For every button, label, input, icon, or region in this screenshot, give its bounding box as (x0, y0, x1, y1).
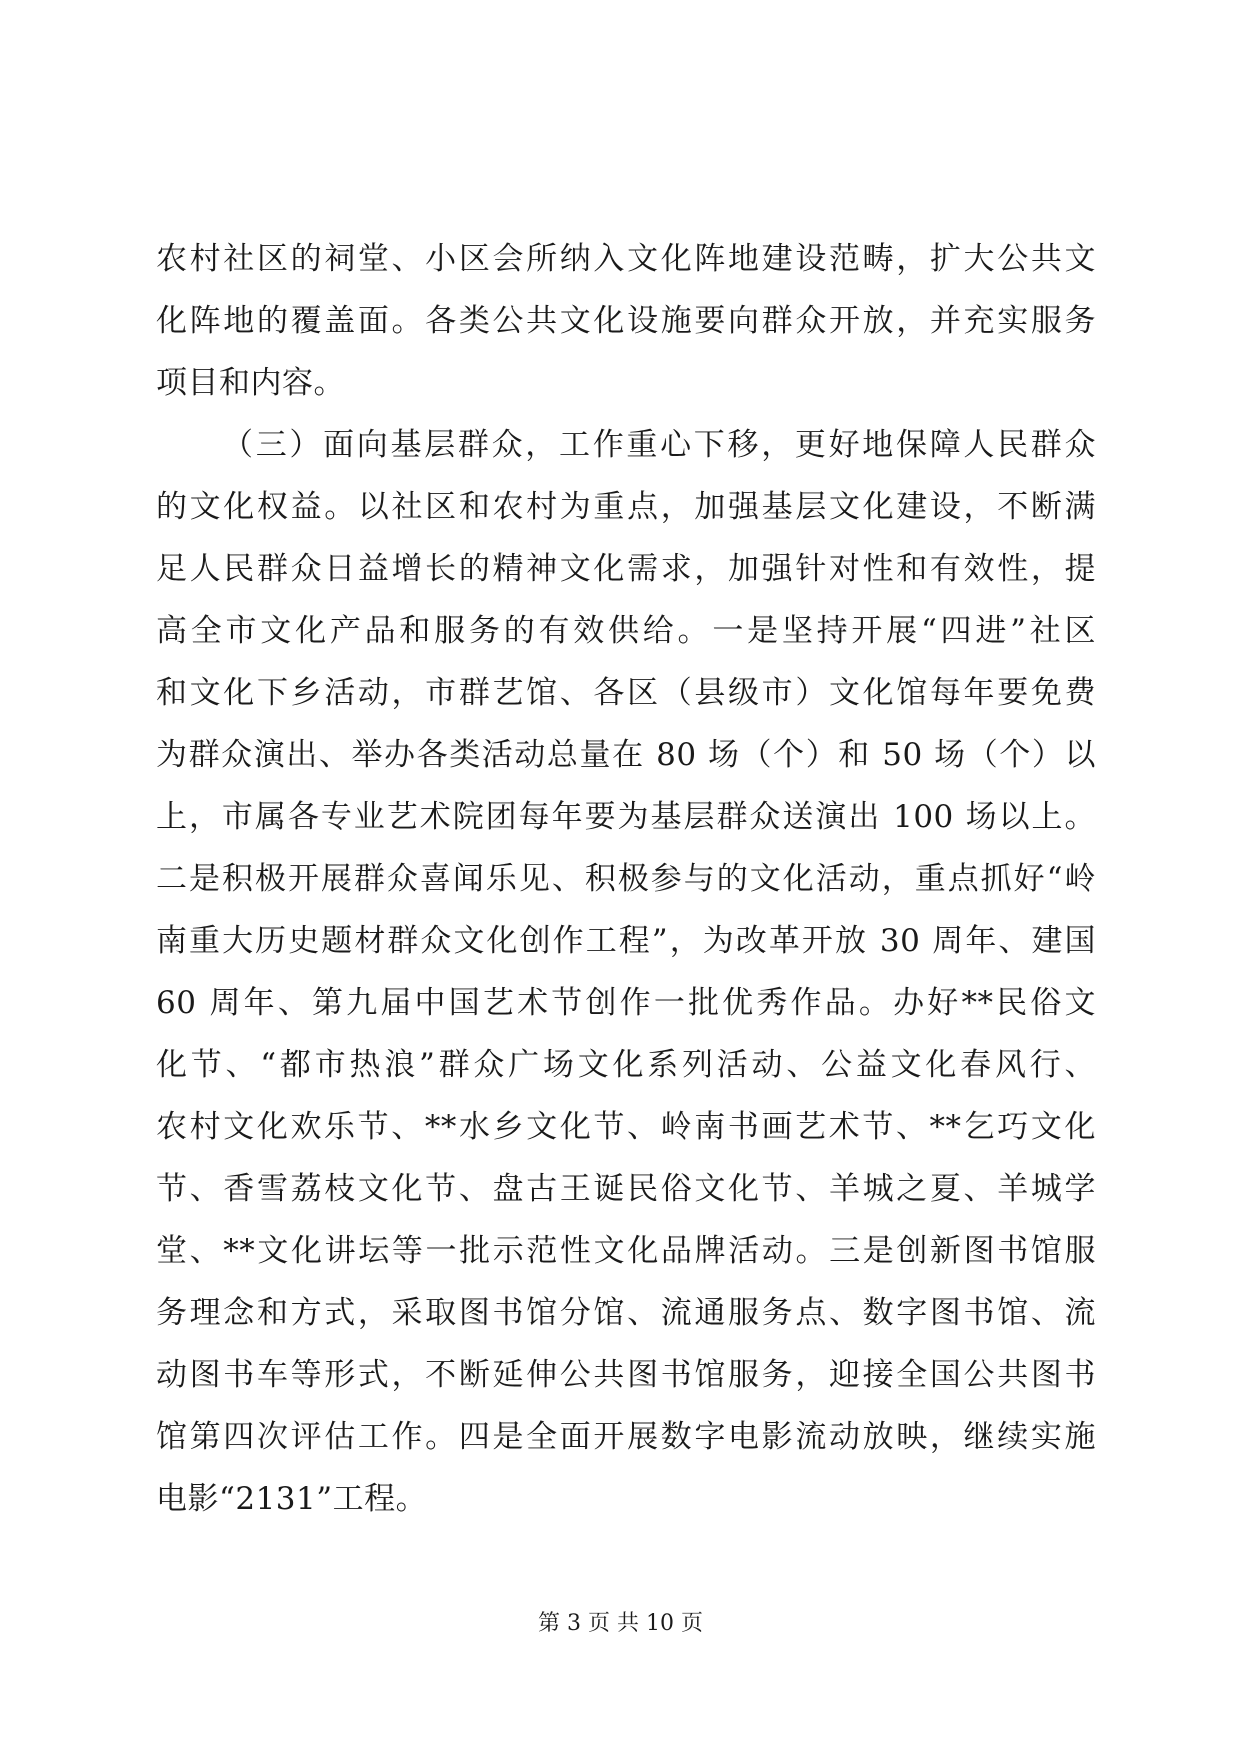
paragraph-line: 农村社区的祠堂、小区会所纳入文化阵地建设范畴，扩大公共文 (156, 241, 1096, 277)
paragraph-line: 节、香雪荔枝文化节、盘古王诞民俗文化节、羊城之夏、羊城学 (156, 1171, 1096, 1207)
paragraph-line: 电影“2131”工程。 (156, 1481, 428, 1517)
document-body (156, 228, 1096, 1530)
paragraph-line: 为群众演出、举办各类活动总量在 80 场（个）和 50 场（个）以 (156, 737, 1096, 773)
paragraph-line: 60 周年、第九届中国艺术节创作一批优秀作品。办好**民俗文 (156, 985, 1096, 1021)
paragraph-line-indented: （三）面向基层群众，工作重心下移，更好地保障人民群众 (222, 427, 1096, 463)
paragraph-line: 南重大历史题材群众文化创作工程”，为改革开放 30 周年、建国 (156, 923, 1096, 959)
paragraph-line: 馆第四次评估工作。四是全面开展数字电影流动放映，继续实施 (156, 1419, 1096, 1455)
paragraph-line: 务理念和方式，采取图书馆分馆、流通服务点、数字图书馆、流 (156, 1295, 1096, 1331)
paragraph-line: 化阵地的覆盖面。各类公共文化设施要向群众开放，并充实服务 (156, 303, 1096, 339)
paragraph-line: 项目和内容。 (156, 365, 345, 401)
paragraph-line: 堂、**文化讲坛等一批示范性文化品牌活动。三是创新图书馆服 (156, 1233, 1096, 1269)
paragraph-line: 农村文化欢乐节、**水乡文化节、岭南书画艺术节、**乞巧文化 (156, 1109, 1096, 1145)
paragraph-line: 的文化权益。以社区和农村为重点，加强基层文化建设，不断满 (156, 489, 1096, 525)
paragraph-line: 化节、“都市热浪”群众广场文化系列活动、公益文化春风行、 (156, 1047, 1096, 1083)
page-number-label: 第 3 页 共 10 页 (538, 1611, 703, 1636)
paragraph-line: 高全市文化产品和服务的有效供给。一是坚持开展“四进”社区 (156, 613, 1096, 649)
paragraph-line: 足人民群众日益增长的精神文化需求，加强针对性和有效性，提 (156, 551, 1096, 587)
paragraph-line: 动图书车等形式，不断延伸公共图书馆服务，迎接全国公共图书 (156, 1357, 1096, 1393)
paragraph-line: 上，市属各专业艺术院团每年要为基层群众送演出 100 场以上。 (156, 799, 1096, 835)
paragraph-line: 二是积极开展群众喜闻乐见、积极参与的文化活动，重点抓好“岭 (156, 861, 1096, 897)
paragraph-line: 和文化下乡活动，市群艺馆、各区（县级市）文化馆每年要免费 (156, 675, 1096, 711)
page-footer (0, 1610, 1241, 1638)
